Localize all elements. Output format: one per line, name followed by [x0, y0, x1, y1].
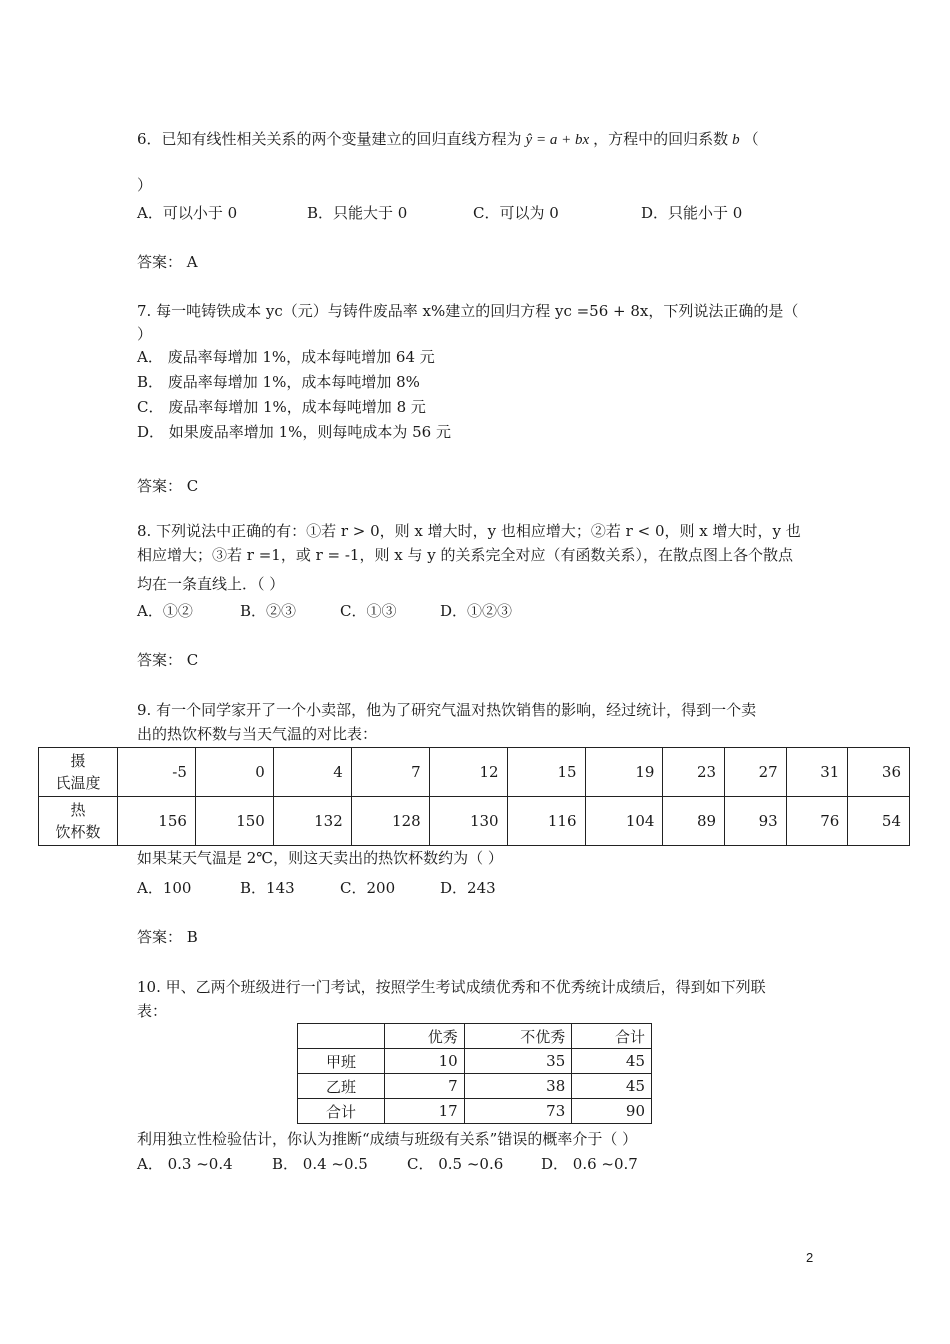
- table-cell: 130: [429, 797, 507, 846]
- table-cell: 乙班: [298, 1074, 385, 1099]
- table-cell: 23: [663, 748, 725, 797]
- q8-stem-line1: 8. 下列说法中正确的有：①若 r > 0，则 x 增大时，y 也相应增大；②若 r < 0，则 x 增大时，y 也: [137, 522, 801, 540]
- table-header-cell: 优秀: [385, 1024, 465, 1049]
- table-cell: 36: [848, 748, 910, 797]
- table-cell: 27: [725, 748, 787, 797]
- q9-answer: 答案： B: [137, 928, 198, 946]
- q7-answer: 答案： C: [137, 477, 199, 495]
- q9-option-a: A．100: [137, 879, 192, 897]
- q6-option-c: C．可以为 0: [473, 204, 559, 222]
- q7-paren-close: ）: [137, 325, 153, 343]
- q7-option-c: C． 废品率每增加 1%，成本每吨增加 8 元: [137, 398, 426, 416]
- q10-stem-line1: 10. 甲、乙两个班级进行一门考试，按照学生考试成绩优秀和不优秀统计成绩后，得到如下列联: [137, 978, 766, 996]
- table-row: [298, 1049, 652, 1074]
- table-cell: 38: [464, 1074, 572, 1099]
- q6-coef: b: [732, 132, 740, 148]
- table-row: [298, 1074, 652, 1099]
- q9-option-c: C．200: [340, 879, 396, 897]
- q8-option-c: C．①③: [340, 602, 397, 620]
- q8-stem-line3: 均在一条直线上．（ ）: [137, 575, 285, 593]
- q6-answer: 答案： A: [137, 253, 198, 271]
- q6-option-d: D．只能小于 0: [641, 204, 743, 222]
- q6-stem-post: ，方程中的回归系数: [593, 130, 729, 148]
- q10-stem-line2: 表：: [137, 1002, 168, 1020]
- table-cell: 7: [351, 748, 429, 797]
- table-cell: 35: [464, 1049, 572, 1074]
- q6-paren-open: （: [743, 130, 759, 148]
- table-row: [39, 797, 910, 846]
- table-header-cell: [298, 1024, 385, 1049]
- temperature-sales-table: [38, 747, 910, 846]
- q7-option-b: B． 废品率每增加 1%，成本每吨增加 8%: [137, 373, 420, 391]
- q7-option-a: A． 废品率每增加 1%，成本每吨增加 64 元: [137, 348, 435, 366]
- table-cell: 89: [663, 797, 725, 846]
- table-cell: 76: [786, 797, 848, 846]
- q6-formula: ŷ = a + bx: [525, 132, 590, 148]
- q8-option-b: B．②③: [240, 602, 297, 620]
- table-cell: 45: [572, 1049, 652, 1074]
- table-header-cell: 不优秀: [464, 1024, 572, 1049]
- q10-question: 利用独立性检验估计，你认为推断“成绩与班级有关系”错误的概率介于（ ）: [137, 1130, 638, 1148]
- page-number: 2: [806, 1250, 814, 1265]
- table-cell: 12: [429, 748, 507, 797]
- table-cell: 73: [464, 1099, 572, 1124]
- table-cell: 104: [585, 797, 663, 846]
- table-cell: -5: [118, 748, 196, 797]
- q10-option-c: C． 0.5 ~0.6: [407, 1155, 504, 1173]
- table-cell: 10: [385, 1049, 465, 1074]
- table-cell: 150: [195, 797, 273, 846]
- table-cell: 128: [351, 797, 429, 846]
- q8-option-a: A．①②: [137, 602, 193, 620]
- table-cell: 45: [572, 1074, 652, 1099]
- table-cell: 合计: [298, 1099, 385, 1124]
- q8-stem-line2: 相应增大；③若 r =1，或 r = -1，则 x 与 y 的关系完全对应（有函数关系），在散点图上各个散点: [137, 546, 793, 564]
- table-row: [298, 1099, 652, 1124]
- q7-option-d: D． 如果废品率增加 1%，则每吨成本为 56 元: [137, 423, 451, 441]
- q10-option-d: D． 0.6 ~0.7: [541, 1155, 638, 1173]
- q10-option-b: B． 0.4 ~0.5: [272, 1155, 368, 1173]
- table-cell: 116: [507, 797, 585, 846]
- q6-option-a: A．可以小于 0: [137, 204, 238, 222]
- q9-question: 如果某天气温是 2℃，则这天卖出的热饮杯数约为（ ）: [137, 849, 503, 867]
- q9-option-b: B．143: [240, 879, 295, 897]
- row-header-cups: 热 饮杯数: [39, 797, 118, 846]
- table-cell: 7: [385, 1074, 465, 1099]
- table-cell: 4: [273, 748, 351, 797]
- q8-option-d: D．①②③: [440, 602, 513, 620]
- table-header-cell: 合计: [572, 1024, 652, 1049]
- table-row: [39, 748, 910, 797]
- table-cell: 0: [195, 748, 273, 797]
- contingency-table: [297, 1023, 652, 1124]
- table-cell: 17: [385, 1099, 465, 1124]
- table-cell: 156: [118, 797, 196, 846]
- table-cell: 93: [725, 797, 787, 846]
- table-cell: 54: [848, 797, 910, 846]
- q9-stem-line2: 出的热饮杯数与当天气温的对比表：: [137, 725, 378, 743]
- q8-answer: 答案： C: [137, 651, 199, 669]
- table-cell: 15: [507, 748, 585, 797]
- table-cell: 19: [585, 748, 663, 797]
- q6-stem-pre: 6．已知有线性相关关系的两个变量建立的回归直线方程为: [137, 130, 522, 148]
- q6-option-b: B．只能大于 0: [307, 204, 408, 222]
- table-cell: 31: [786, 748, 848, 797]
- q7-stem: 7. 每一吨铸铁成本 yc（元）与铸件废品率 x%建立的回归方程 yc =56 + 8x，下列说法正确的是（: [137, 302, 799, 320]
- table-cell: 132: [273, 797, 351, 846]
- q6-paren-close: ）: [137, 176, 153, 194]
- table-cell: 甲班: [298, 1049, 385, 1074]
- q9-stem-line1: 9. 有一个同学家开了一个小卖部，他为了研究气温对热饮销售的影响，经过统计，得到一个卖: [137, 701, 757, 719]
- q9-option-d: D．243: [440, 879, 496, 897]
- table-header-row: [298, 1024, 652, 1049]
- q10-option-a: A． 0.3 ~0.4: [137, 1155, 233, 1173]
- q6-stem: [137, 128, 759, 151]
- row-header-temperature: 摄 氏温度: [39, 748, 118, 797]
- table-cell: 90: [572, 1099, 652, 1124]
